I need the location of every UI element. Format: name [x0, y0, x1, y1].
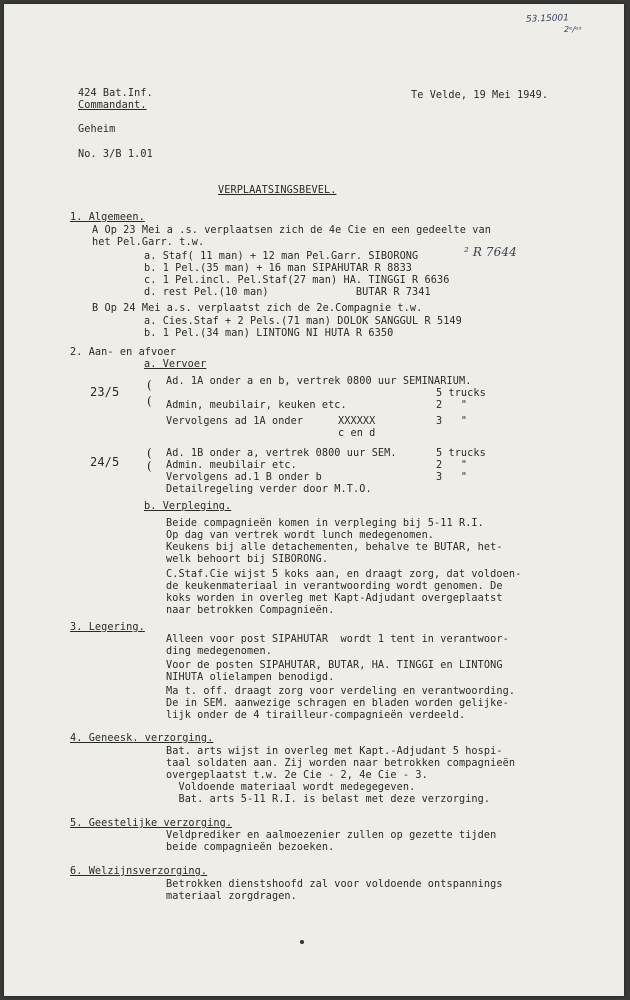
transport-row: Vervolgens ad 1A onder: [166, 416, 310, 427]
truck-count: 2 ": [436, 400, 468, 411]
transport-row: Ad. 1A onder a en b, vertrek 0800 uur SEMINARIUM.: [166, 376, 472, 387]
paragraph-line: Op dag van vertrek wordt lunch medegenomen.: [166, 530, 435, 541]
truck-count: 3 ": [436, 472, 468, 483]
paragraph-line: Veldprediker en aalmoezenier zullen op gezette tijden: [166, 830, 497, 841]
section-4-heading: 4. Geneesk. verzorging.: [70, 733, 214, 744]
section-2a-heading: a. Vervoer: [144, 359, 207, 370]
section-1-item: b. 1 Pel.(35 man) + 16 man SIPAHUTAR R 8833: [144, 263, 413, 274]
truck-count: 5 trucks: [436, 448, 486, 459]
section-1-item: a. Cies.Staf + 2 Pels.(71 man) DOLOK SANGGUL R 5149: [144, 316, 462, 327]
transport-row: Detailregeling verder door M.T.O.: [166, 484, 372, 495]
section-1-item: c. 1 Pel.incl. Pel.Staf(27 man) HA. TINGGI R 6636: [144, 275, 450, 286]
classification: Geheim: [78, 124, 116, 135]
truck-count: 3 ": [436, 416, 468, 427]
paragraph-line: Bat. arts 5-11 R.I. is belast met deze verzorging.: [166, 794, 491, 805]
paragraph-line: Ma t. off. draagt zorg voor verdeling en verantwoording.: [166, 686, 516, 697]
brace-icon: (: [147, 378, 152, 392]
transport-row: Vervolgens ad.1 B onder b: [166, 472, 322, 483]
paragraph-line: koks worden in overleg met Kapt-Adjudant overgeplaatst: [166, 593, 503, 604]
document-page: [4, 4, 624, 996]
paragraph-line: Voldoende materiaal wordt medegegeven.: [166, 782, 416, 793]
page-dot: [300, 940, 304, 944]
paragraph-line: Voor de posten SIPAHUTAR, BUTAR, HA. TINGGI en LINTONG: [166, 660, 503, 671]
paragraph-line: Beide compagnieën komen in verpleging bij 5-11 R.I.: [166, 518, 484, 529]
archive-number: 53.15001: [525, 13, 570, 25]
paragraph-line: NIHUTA olielampen benodigd.: [166, 672, 335, 683]
place-date: Te Velde, 19 Mei 1949.: [411, 90, 549, 101]
archive-note: 2ᵉ/ᵉᵒ: [564, 25, 582, 34]
transport-row: Admin, meubilair, keuken etc.: [166, 400, 347, 411]
section-3-heading: 3. Legering.: [70, 622, 145, 633]
date-23-5: 23/5: [90, 385, 120, 399]
paragraph-line: De in SEM. aanwezige schragen en bladen worden gelijke-: [166, 698, 509, 709]
paragraph-line: Betrokken dienstshoofd zal voor voldoende ontspannings: [166, 879, 503, 890]
handwritten-grid-ref: ² R 7644: [464, 245, 517, 259]
date-24-5: 24/5: [90, 455, 120, 469]
brace-icon: (: [147, 394, 152, 408]
paragraph-line: beide compagnieën bezoeken.: [166, 842, 335, 853]
section-1-heading: 1. Algemeen.: [70, 212, 145, 223]
paragraph-line: lijk onder de 4 tirailleur-compagnieën verdeeld.: [166, 710, 466, 721]
paragraph-line: Bat. arts wijst in overleg met Kapt.-Adjudant 5 hospi-: [166, 746, 503, 757]
truck-count: 2 ": [436, 460, 468, 471]
section-2-heading: 2. Aan- en afvoer: [70, 347, 176, 358]
section-1-item: d. rest Pel.(10 man) BUTAR R 7341: [144, 287, 431, 298]
section-5-heading: 5. Geestelijke verzorging.: [70, 818, 233, 829]
paragraph-line: de keukenmateriaal in verantwoording wordt genomen. De: [166, 581, 503, 592]
section-1-line: het Pel.Garr. t.w.: [92, 237, 205, 248]
paragraph-line: C.Staf.Cie wijst 5 koks aan, en draagt zorg, dat voldoen-: [166, 569, 522, 580]
brace-icon: (: [147, 446, 152, 460]
paragraph-line: Alleen voor post SIPAHUTAR wordt 1 tent in verantwoor-: [166, 634, 509, 645]
transport-row: Ad. 1B onder a, vertrek 0800 uur SEM.: [166, 448, 397, 459]
paragraph-line: taal soldaten aan. Zij worden naar betrokken compagnieën: [166, 758, 516, 769]
brace-icon: (: [147, 459, 152, 473]
section-6-heading: 6. Welzijnsverzorging.: [70, 866, 208, 877]
transport-row: Admin. meubilair etc.: [166, 460, 297, 471]
section-1-line: A Op 23 Mei a .s. verplaatsen zich de 4e Cie en een gedeelte van: [92, 225, 491, 236]
section-1-line: B Op 24 Mei a.s. verplaatst zich de 2e.Compagnie t.w.: [92, 303, 423, 314]
unit-role: Commandant.: [78, 100, 147, 111]
paragraph-line: materiaal zorgdragen.: [166, 891, 297, 902]
paragraph-line: naar betrokken Compagnieën.: [166, 605, 335, 616]
paragraph-line: Keukens bij alle detachementen, behalve te BUTAR, het-: [166, 542, 503, 553]
section-1-item: b. 1 Pel.(34 man) LINTONG NI HUTA R 6350: [144, 328, 394, 339]
paragraph-line: overgeplaatst t.w. 2e Cie - 2, 4e Cie - 3.: [166, 770, 428, 781]
paragraph-line: ding medegenomen.: [166, 646, 272, 657]
paragraph-line: welk behoort bij SIBORONG.: [166, 554, 329, 565]
reference-number: No. 3/B 1.01: [78, 149, 153, 160]
unit-name: 424 Bat.Inf.: [78, 88, 153, 99]
truck-count: 5 trucks: [436, 388, 486, 399]
transport-row-continuation: c en d: [338, 428, 376, 439]
struck-text: XXXXXX: [338, 416, 376, 427]
section-1-item: a. Staf( 11 man) + 12 man Pel.Garr. SIBORONG: [144, 251, 419, 262]
document-title: VERPLAATSINGSBEVEL.: [218, 185, 337, 196]
section-2b-heading: b. Verpleging.: [144, 501, 232, 512]
